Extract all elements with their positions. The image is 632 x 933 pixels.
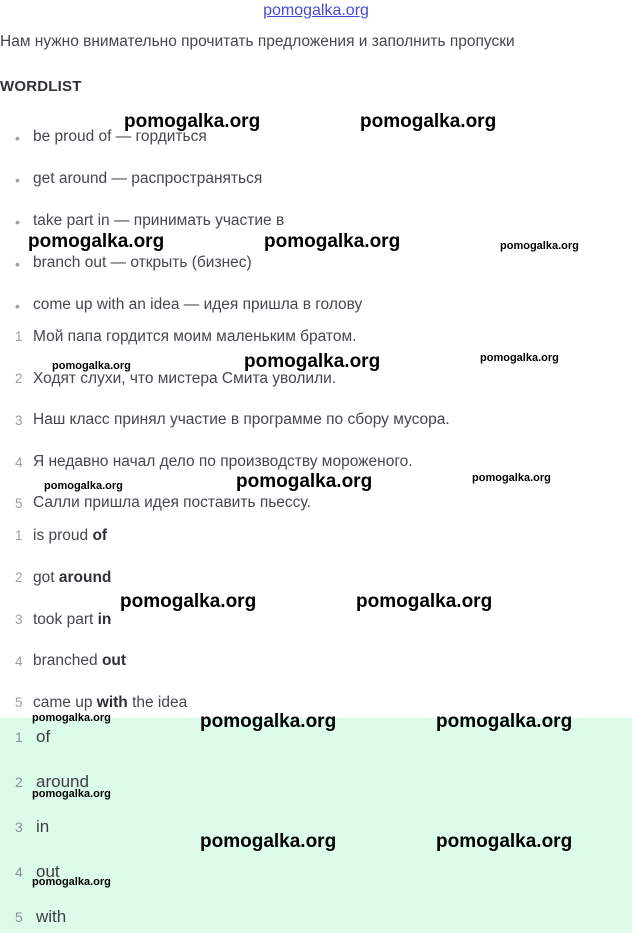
answer-text: with	[36, 907, 67, 926]
answers-block	[0, 718, 632, 933]
sentence-text: Наш класс принял участие в программе по сбору мусора.	[33, 411, 450, 428]
watermark: pomogalka.org	[264, 231, 401, 252]
phrase-line	[33, 694, 187, 712]
answer-number: 5	[15, 909, 23, 925]
sentence-text: Мой папа гордится моим маленьким братом.	[33, 328, 357, 345]
answer-text: in	[36, 817, 50, 836]
wordlist-item: branch out — открыть (бизнес)	[33, 254, 252, 271]
task-instruction: Нам нужно внимательно прочитать предложения и заполнить пропуски	[0, 33, 515, 50]
bullet-icon: •	[15, 214, 20, 230]
answer-number: 1	[15, 729, 23, 745]
sentence-text: Ходят слухи, что мистера Смита уволили.	[33, 370, 337, 387]
phrase-text: is proud	[33, 527, 93, 544]
phrase-text: branched	[33, 652, 102, 669]
sentence-number: 3	[15, 413, 23, 428]
watermark: pomogalka.org	[124, 111, 261, 132]
watermark: pomogalka.org	[44, 480, 123, 492]
watermark: pomogalka.org	[32, 876, 111, 888]
watermark: pomogalka.org	[200, 831, 337, 852]
watermark: pomogalka.org	[52, 360, 131, 372]
sentence-number: 5	[15, 496, 23, 511]
phrase-keyword: in	[97, 611, 112, 628]
sentence-number: 2	[15, 371, 23, 386]
bullet-icon: •	[15, 298, 20, 314]
phrase-number: 1	[15, 528, 23, 543]
answer-number: 4	[15, 864, 23, 880]
answer-text: out	[36, 862, 60, 881]
bullet-icon: •	[15, 172, 20, 188]
sentence-text: Я недавно начал дело по производству мороженого.	[33, 453, 413, 470]
phrase-line	[33, 652, 126, 670]
sentence-text: Салли пришла идея поставить пьессу.	[33, 494, 311, 511]
phrase-text: the idea	[127, 694, 188, 711]
wordlist-item: take part in — принимать участие в	[33, 212, 285, 229]
phrase-line	[33, 527, 107, 545]
phrase-text: took part	[33, 611, 98, 628]
phrase-keyword: around	[58, 569, 112, 586]
wordlist-item: be proud of — гордиться	[33, 128, 207, 145]
phrase-number: 5	[15, 695, 23, 710]
watermark: pomogalka.org	[436, 831, 573, 852]
phrase-keyword: out	[101, 652, 127, 669]
watermark: pomogalka.org	[244, 351, 381, 372]
bullet-icon: •	[15, 256, 20, 272]
phrase-number: 3	[15, 612, 23, 627]
phrase-keyword: of	[92, 527, 108, 544]
phrase-line	[33, 569, 111, 587]
site-url-link[interactable]: pomogalka.org	[263, 2, 369, 19]
phrase-number: 4	[15, 654, 23, 669]
phrase-line	[33, 611, 111, 629]
bullet-icon: •	[15, 130, 20, 146]
phrase-text: came up	[33, 694, 97, 711]
watermark: pomogalka.org	[120, 591, 257, 612]
wordlist-item: get around — распространяться	[33, 170, 263, 187]
watermark: pomogalka.org	[236, 471, 373, 492]
answer-text: around	[36, 772, 89, 791]
answer-number: 2	[15, 774, 23, 790]
wordlist-item: come up with an idea — идея пришла в голову	[33, 296, 363, 313]
watermark: pomogalka.org	[32, 788, 111, 800]
watermark: pomogalka.org	[360, 111, 497, 132]
watermark: pomogalka.org	[356, 591, 493, 612]
wordlist-heading: WORDLIST	[0, 78, 82, 95]
answer-number: 3	[15, 819, 23, 835]
sentence-number: 4	[15, 455, 23, 470]
watermark: pomogalka.org	[32, 712, 111, 724]
phrase-keyword: with	[96, 694, 128, 711]
phrase-text: got	[33, 569, 59, 586]
watermark: pomogalka.org	[472, 472, 551, 484]
watermark: pomogalka.org	[500, 240, 579, 252]
watermark: pomogalka.org	[480, 352, 559, 364]
watermark: pomogalka.org	[28, 231, 165, 252]
sentence-number: 1	[15, 329, 23, 344]
answer-text: of	[36, 727, 51, 746]
watermark: pomogalka.org	[200, 711, 337, 732]
watermark: pomogalka.org	[436, 711, 573, 732]
phrase-number: 2	[15, 570, 23, 585]
